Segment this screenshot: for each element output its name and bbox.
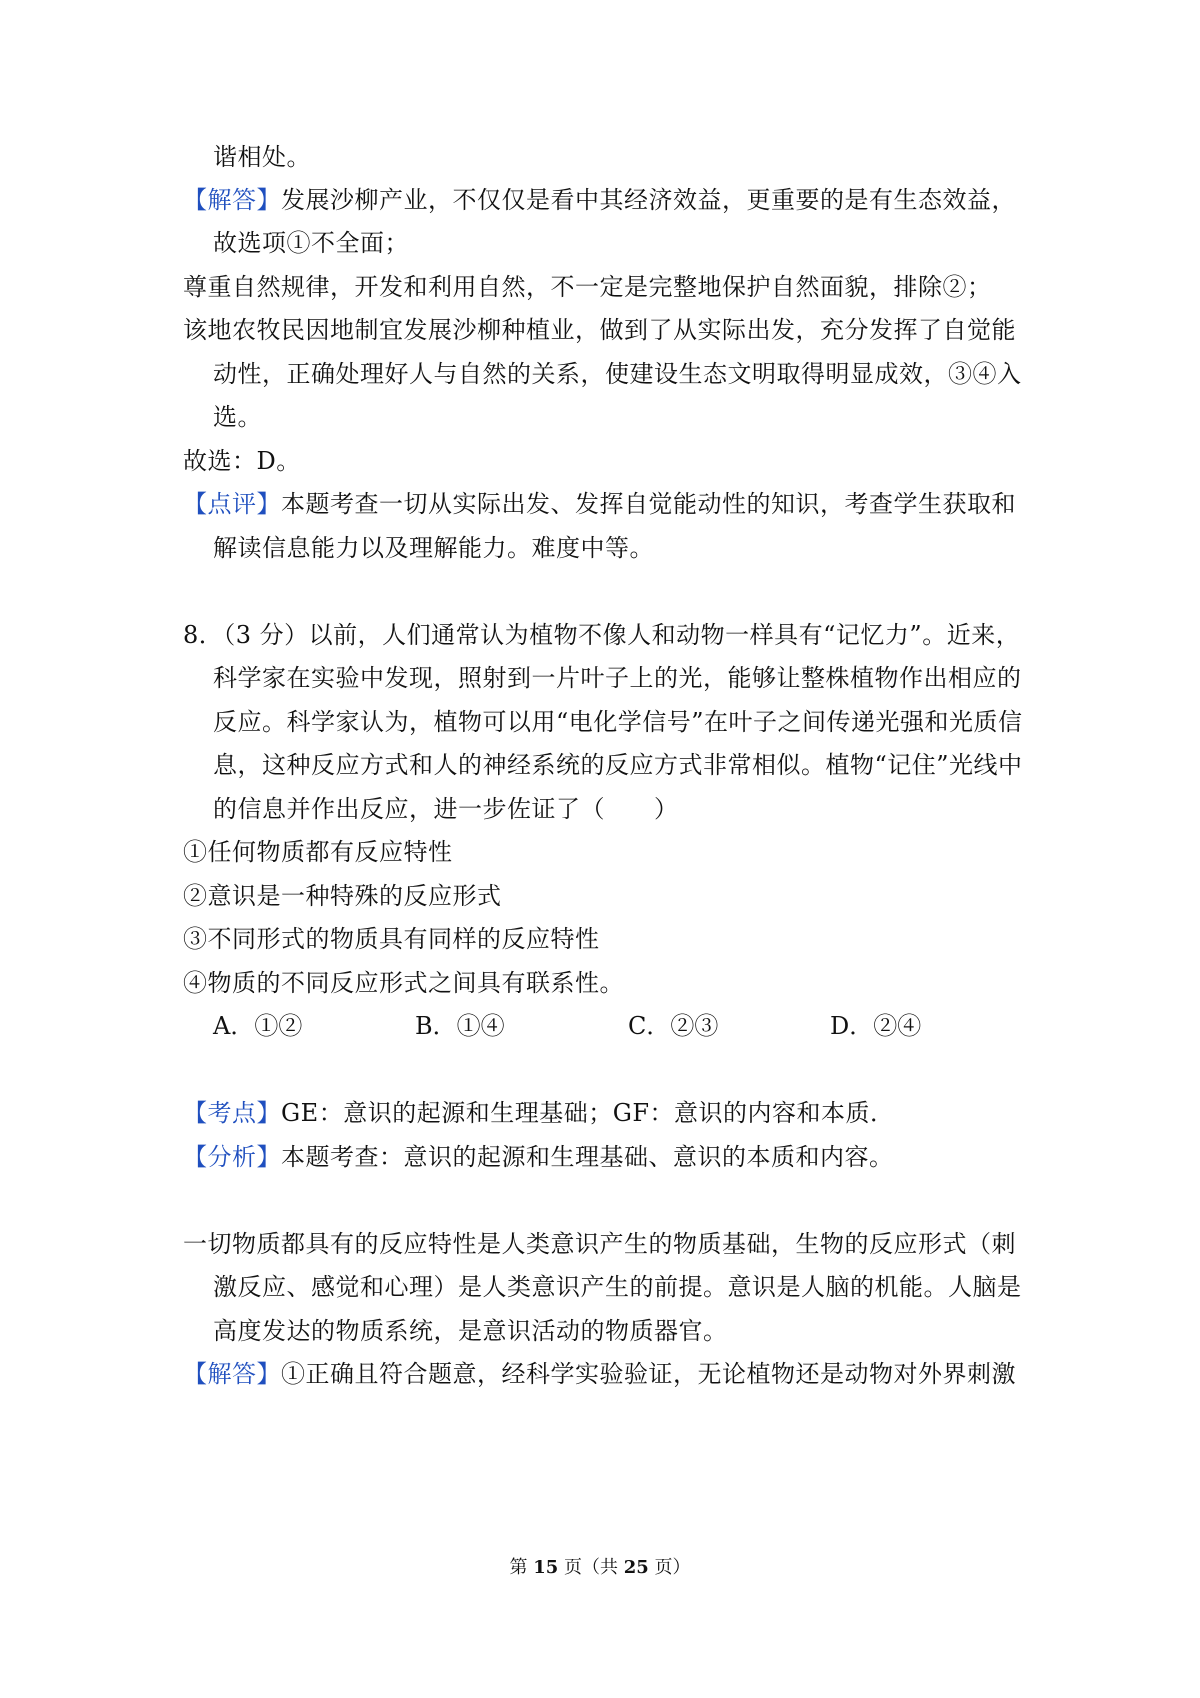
total-pages: 25 (623, 1557, 649, 1578)
answer-tag: 【解答】 (183, 186, 281, 214)
text-line: 动性，正确处理好人与自然的关系，使建设生态文明取得明显成效，③④入 (213, 360, 1022, 388)
footer-prefix: 第 (509, 1557, 528, 1578)
analysis-text: 本题考查：意识的起源和生理基础、意识的本质和内容。 (281, 1143, 894, 1171)
conclusion-line: 故选：D。 (183, 447, 301, 475)
question-stem: 反应。科学家认为，植物可以用“电化学信号”在叶子之间传递光强和光质信 (213, 708, 1023, 736)
footer-mid: 页（共 (564, 1557, 618, 1578)
page-footer (0, 1554, 1200, 1582)
answer-tag: 【解答】 (183, 1360, 281, 1388)
option-d: D．②④ (830, 1012, 922, 1040)
text-line: 该地农牧民因地制宜发展沙柳种植业，做到了从实际出发，充分发挥了自觉能 (183, 316, 1016, 344)
statement-item: ②意识是一种特殊的反应形式 (183, 882, 502, 910)
text-line: 解读信息能力以及理解能力。难度中等。 (213, 534, 654, 562)
question-stem: 科学家在实验中发现，照射到一片叶子上的光，能够让整株植物作出相应的 (213, 664, 1022, 692)
page-number: 15 (533, 1557, 559, 1578)
text-line: 高度发达的物质系统，是意识活动的物质器官。 (213, 1317, 728, 1345)
text-line: 谐相处。 (213, 143, 311, 171)
review-line (183, 487, 1023, 521)
analysis-tag: 【分析】 (183, 1143, 281, 1171)
statement-item: ①任何物质都有反应特性 (183, 838, 453, 866)
text-line: 选。 (213, 403, 262, 431)
answer-line (183, 183, 1023, 217)
point-line (183, 1096, 1023, 1130)
question-stem: 8．（3 分）以前，人们通常认为植物不像人和动物一样具有“记忆力”。近来， (183, 621, 1021, 649)
text-line: 尊重自然规律，开发和利用自然，不一定是完整地保护自然面貌，排除②； (183, 273, 992, 301)
statement-item: ④物质的不同反应形式之间具有联系性。 (183, 969, 624, 997)
footer-suffix: 页） (654, 1557, 691, 1578)
answer-text: ①正确且符合题意，经科学实验验证，无论植物还是动物对外界刺激 (281, 1360, 1016, 1388)
option-c: C．②③ (628, 1012, 719, 1040)
answer-text: 发展沙柳产业，不仅仅是看中其经济效益，更重要的是有生态效益， (281, 186, 1016, 214)
point-tag: 【考点】 (183, 1099, 281, 1127)
point-text: GE：意识的起源和生理基础；GF：意识的内容和本质． (281, 1099, 895, 1127)
text-line: 故选项①不全面； (213, 229, 409, 257)
question-stem: 息，这种反应方式和人的神经系统的反应方式非常相似。植物“记住”光线中 (213, 751, 1023, 779)
review-text: 本题考查一切从实际出发、发挥自觉能动性的知识，考查学生获取和 (281, 490, 1016, 518)
answer-line (183, 1357, 1023, 1391)
question-stem: 的信息并作出反应，进一步佐证了（ ） (213, 795, 679, 823)
statement-item: ③不同形式的物质具有同样的反应特性 (183, 925, 600, 953)
analysis-line (183, 1140, 1023, 1174)
text-line: 一切物质都具有的反应特性是人类意识产生的物质基础，生物的反应形式（刺 (183, 1230, 1016, 1258)
option-b: B．①④ (415, 1012, 505, 1040)
review-tag: 【点评】 (183, 490, 281, 518)
option-a: A．①② (213, 1012, 303, 1040)
text-line: 激反应、感觉和心理）是人类意识产生的前提。意识是人脑的机能。人脑是 (213, 1273, 1022, 1301)
